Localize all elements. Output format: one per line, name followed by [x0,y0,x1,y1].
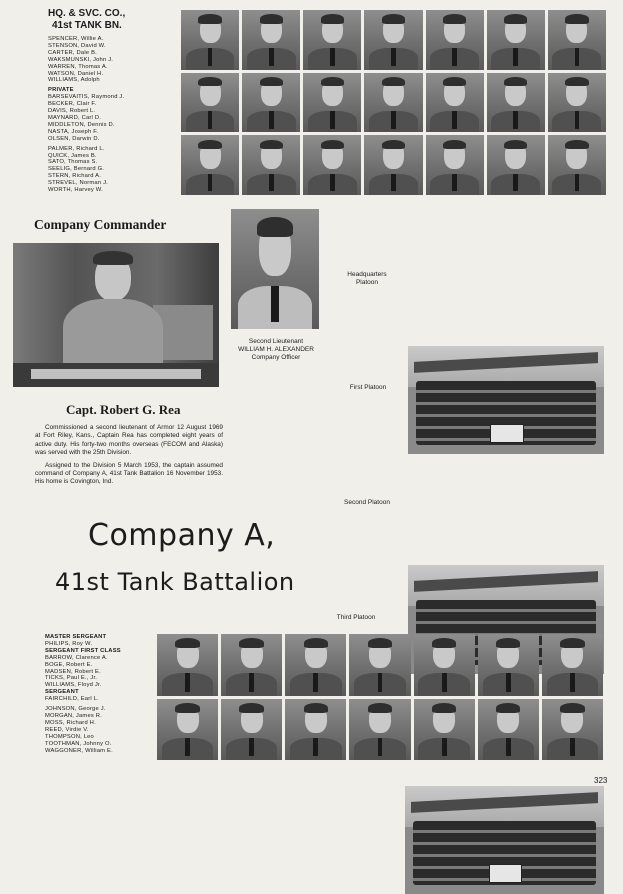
name-entry: MADSEN, Robert E. [45,668,101,675]
commander-bio [35,424,223,487]
portrait-photo [487,135,545,195]
portrait-photo [487,10,545,70]
hq-group-2 [48,87,124,142]
portrait-photo [157,634,218,696]
portrait-photo [364,73,422,133]
portrait-photo [181,135,239,195]
hq-title-line1: HQ. & SVC. CO., [48,8,126,19]
name-entry: WAKSMUNSKI, John J. [48,56,114,63]
bottom-name-list [45,634,121,754]
officer-caption [214,338,338,362]
portrait-photo [285,699,346,761]
commander-bio-p1: Commissioned a second lieutenant of Armor 12 August 1969 at Fort Riley, Kans., Captain Rea has completed eight years of active duty. His forty-two months overseas (FECOM and Alaska) was served with the 25th Division. [35,424,223,457]
hq-title-line2: 41st TANK BN. [52,20,122,31]
portrait-photo [414,634,475,696]
portrait-photo [242,73,300,133]
name-entry: NASTA, Joseph F. [48,128,99,135]
hq-group-1 [48,36,124,84]
name-entry: WAGGONER, William E. [45,747,113,754]
name-entry: MOSS, Richard H. [45,719,96,726]
name-entry: WARREN, Thomas A. [48,63,108,70]
third-platoon-label: Third Platoon [336,614,376,621]
name-entry: PHILIPS, Roy W. [45,640,93,647]
name-entry: BOGE, Robert E. [45,661,93,668]
name-entry: OLSEN, Darwin D. [48,135,100,142]
officer-photo [231,209,319,329]
name-entry: THOMPSON, Leo [45,733,94,740]
portrait-photo [242,10,300,70]
group-heading: SERGEANT FIRST CLASS [45,647,121,654]
second-platoon-label: Second Platoon [344,499,390,506]
portrait-photo [285,634,346,696]
name-entry: PALMER, Richard L. [48,145,105,152]
hq-platoon-label: Headquarters Platoon [347,271,387,286]
name-entry: MAYNARD, Carl D. [48,114,102,121]
portrait-photo [303,10,361,70]
portrait-photo [548,10,606,70]
portrait-photo [242,135,300,195]
hq-portrait-grid [181,10,606,195]
name-entry: STREVEL, Norman J. [48,180,108,187]
portrait-photo [181,73,239,133]
company-title-line2: 41st Tank Battalion [55,568,295,596]
officer-role: Company Officer [251,354,301,361]
name-entry: BECKER, Clair F. [48,101,97,108]
portrait-photo [542,699,603,761]
commander-heading: Company Commander [34,217,167,232]
page-number: 323 [594,776,608,785]
commander-bio-p2: Assigned to the Division 5 March 1953, the captain assumed command of Company A, 41st Tank Battalion 16 November 1953. His home is Covington, Ind. [35,461,223,486]
portrait-photo [548,135,606,195]
portrait-photo [349,634,410,696]
name-entry: STERN, Richard A. [48,173,102,180]
name-entry: JOHNSON, George J. [45,706,106,713]
commander-name: Capt. Robert G. Rea [66,402,181,417]
portrait-photo [478,634,539,696]
portrait-photo [221,699,282,761]
officer-name: WILLIAM H. ALEXANDER [238,346,314,353]
name-entry: STENSON, David W. [48,42,106,49]
group-heading: SERGEANT [45,689,79,696]
portrait-photo [364,10,422,70]
name-entry: WILLIAMS, Floyd Jr. [45,682,102,689]
portrait-photo [414,699,475,761]
name-entry: TOOTHMAN, Johnny O. [45,740,112,747]
name-entry: QUICK, James B. [48,152,97,159]
portrait-photo [181,10,239,70]
group-heading: PRIVATE [48,87,74,94]
portrait-photo [478,699,539,761]
second-platoon-photo [405,786,604,894]
portrait-photo [221,634,282,696]
name-entry: BARSEVAITIS, Raymond J. [48,94,125,101]
name-entry: SPENCER, Willie A. [48,36,104,42]
name-entry: SATO, Thomas S. [48,159,98,166]
portrait-photo [349,699,410,761]
commander-photo [13,243,219,387]
hq-platoon-photo [408,346,604,454]
name-entry: WORTH, Harvey W. [48,187,103,194]
name-entry: TICKS, Paul E., Jr. [45,675,98,682]
group-heading: MASTER SERGEANT [45,634,107,640]
hq-title [48,8,125,32]
portrait-photo [548,73,606,133]
name-entry: BARROW, Clarence A. [45,654,108,661]
third-platoon-portrait-grid [157,634,603,760]
name-entry: DAVIS, Robert L. [48,108,96,115]
name-entry: WILLIAMS, Adolph [48,77,100,84]
name-entry: CARTER, Dale B. [48,49,97,56]
name-entry: WATSON, Daniel H. [48,70,104,77]
portrait-photo [487,73,545,133]
name-entry: REED, Virdie V. [45,726,89,733]
portrait-photo [426,73,484,133]
company-title-line1: Company A, [88,518,276,553]
hq-name-list [48,36,124,194]
portrait-photo [542,634,603,696]
hq-group-3 [48,146,124,194]
name-entry: SEELIG, Bernard G. [48,166,105,173]
name-entry: MORGAN, James R. [45,712,102,719]
portrait-photo [426,10,484,70]
officer-rank: Second Lieutenant [248,338,304,345]
portrait-photo [426,135,484,195]
portrait-photo [364,135,422,195]
first-platoon-label: First Platoon [349,384,387,391]
portrait-photo [303,135,361,195]
name-entry: FAIRCHILD, Earl L. [45,696,99,703]
portrait-photo [157,699,218,761]
name-entry: MIDDLETON, Dennis D. [48,121,115,128]
portrait-photo [303,73,361,133]
